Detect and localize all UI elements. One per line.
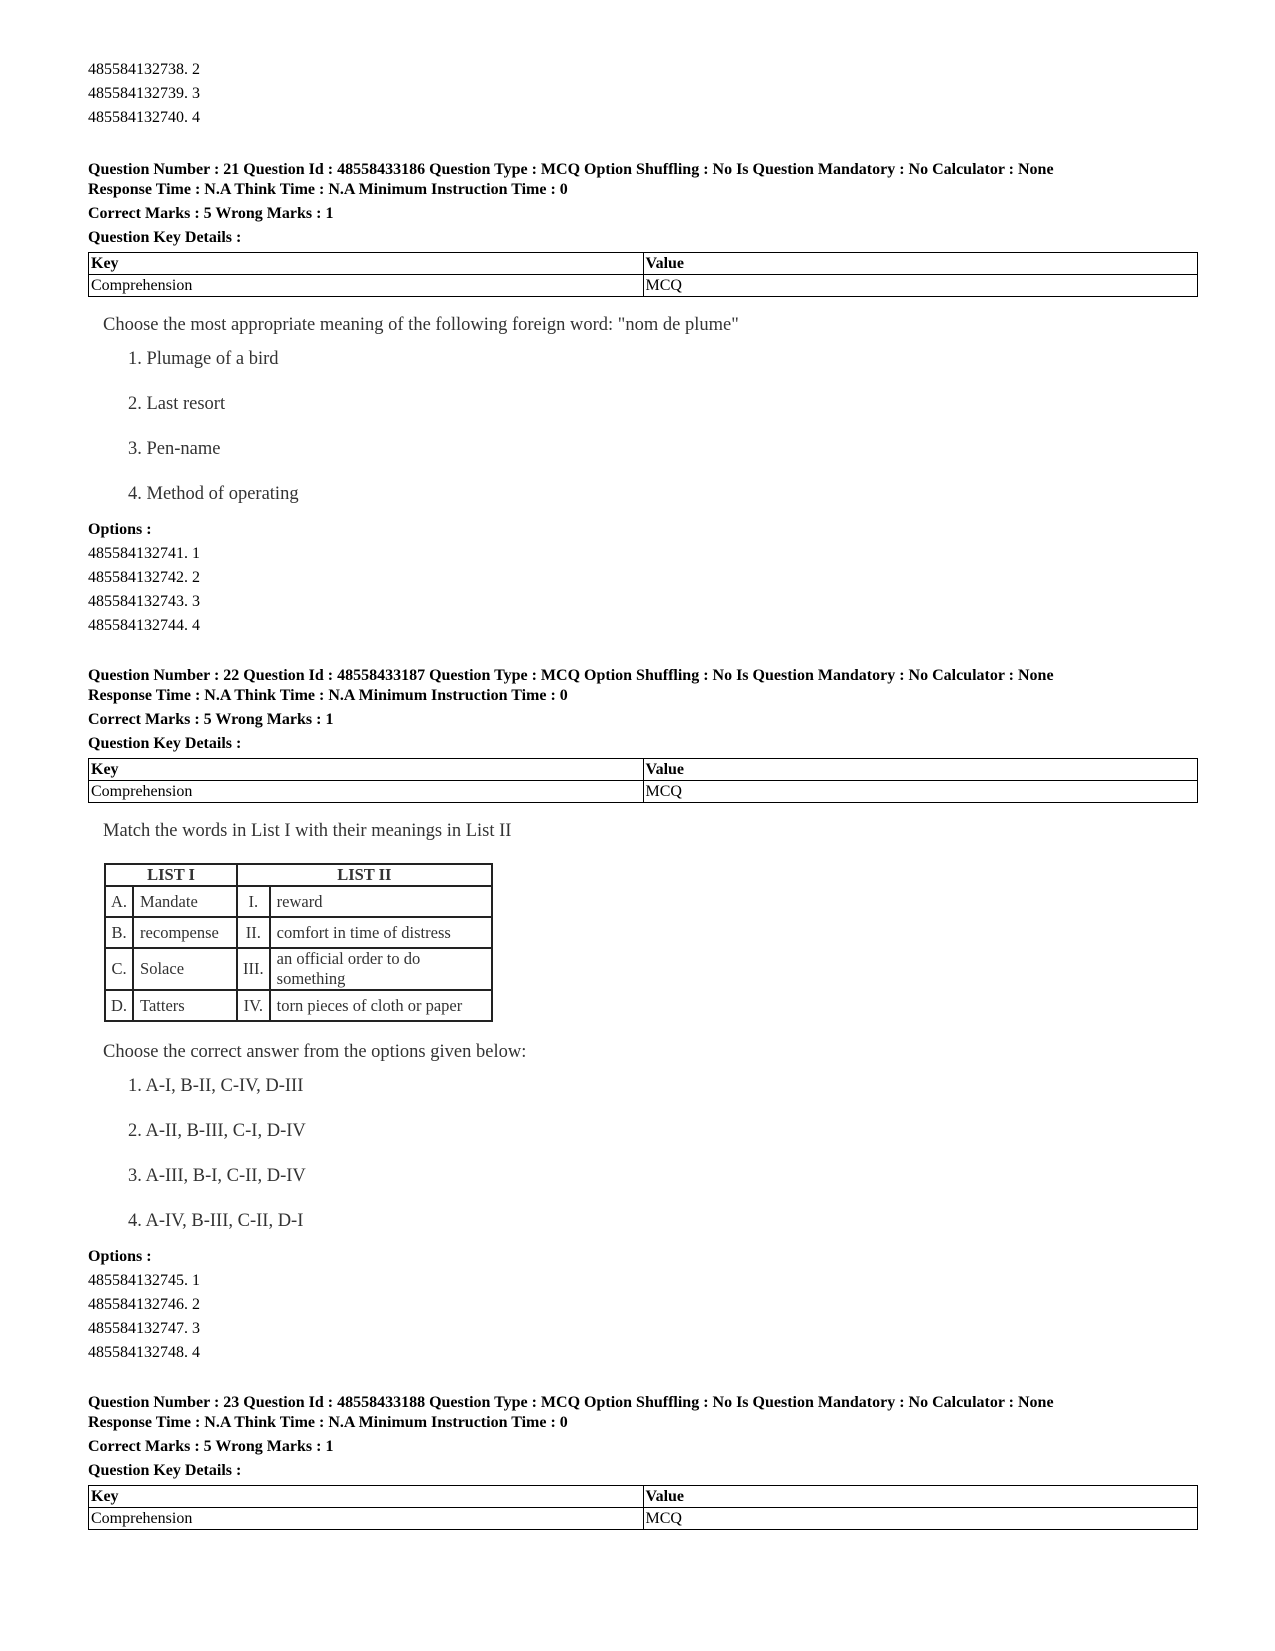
option-line: 485584132742. 2: [88, 569, 200, 586]
option-line: 485584132747. 3: [88, 1320, 200, 1337]
question-timing: Response Time : N.A Think Time : N.A Minimum Instruction Time : 0: [88, 181, 568, 198]
list2-meaning: torn pieces of cloth or paper: [270, 990, 492, 1021]
choice-item: 4. A-IV, B-III, C-II, D-I: [128, 1211, 304, 1231]
key-cell: Comprehension: [89, 781, 644, 803]
list2-numeral: IV.: [237, 990, 270, 1021]
question-marks: Correct Marks : 5 Wrong Marks : 1: [88, 1438, 334, 1455]
previous-options-list: [88, 58, 1198, 130]
list2-meaning: reward: [270, 886, 492, 917]
question-text: Match the words in List I with their meanings in List II: [103, 821, 512, 841]
value-header: Value: [643, 1486, 1198, 1508]
match-table: [104, 863, 493, 1022]
list1-word: recompense: [133, 917, 237, 948]
list1-letter: A.: [105, 886, 133, 917]
list1-word: Tatters: [133, 990, 237, 1021]
key-details-label: Question Key Details :: [88, 1462, 242, 1479]
match-row: [105, 948, 492, 990]
document-page: [88, 58, 1198, 1530]
question-marks: Correct Marks : 5 Wrong Marks : 1: [88, 205, 334, 222]
key-cell: Comprehension: [89, 1508, 644, 1530]
options-list: [88, 542, 1198, 638]
list2-numeral: III.: [237, 948, 270, 990]
key-cell: Comprehension: [89, 275, 644, 297]
match-row: [105, 990, 492, 1021]
key-details-table: [88, 1485, 1198, 1530]
question-21: [88, 160, 1198, 638]
choice-list: [88, 347, 1198, 506]
list1-word: Mandate: [133, 886, 237, 917]
question-marks: Correct Marks : 5 Wrong Marks : 1: [88, 711, 334, 728]
value-cell: MCQ: [643, 1508, 1198, 1530]
match-row: [105, 917, 492, 948]
option-line: 485584132744. 4: [88, 617, 200, 634]
choice-item: 1. Plumage of a bird: [128, 349, 279, 369]
list1-word: Solace: [133, 948, 237, 990]
question-header: Question Number : 23 Question Id : 48558433188 Question Type : MCQ Option Shuffling : No Is Question Mandatory : No Calculator : None: [88, 1394, 1054, 1411]
list1-letter: D.: [105, 990, 133, 1021]
question-22: [88, 666, 1198, 1365]
option-line: 485584132746. 2: [88, 1296, 200, 1313]
choice-item: 1. A-I, B-II, C-IV, D-III: [128, 1076, 304, 1096]
value-header: Value: [643, 253, 1198, 275]
choice-list: [88, 1074, 1198, 1233]
value-header: Value: [643, 759, 1198, 781]
list1-letter: B.: [105, 917, 133, 948]
option-line: 485584132738. 2: [88, 61, 200, 78]
choice-item: 2. A-II, B-III, C-I, D-IV: [128, 1121, 306, 1141]
list1-header: LIST I: [105, 864, 237, 886]
question-timing: Response Time : N.A Think Time : N.A Minimum Instruction Time : 0: [88, 687, 568, 704]
question-header: Question Number : 21 Question Id : 48558433186 Question Type : MCQ Option Shuffling : No Is Question Mandatory : No Calculator : None: [88, 161, 1054, 178]
option-line: 485584132740. 4: [88, 109, 200, 126]
option-line: 485584132741. 1: [88, 545, 200, 562]
options-list: [88, 1269, 1198, 1365]
question-timing: Response Time : N.A Think Time : N.A Minimum Instruction Time : 0: [88, 1414, 568, 1431]
choice-item: 3. Pen-name: [128, 439, 221, 459]
key-details-table: [88, 252, 1198, 297]
list2-meaning: an official order to do something: [270, 948, 492, 990]
question-23: [88, 1393, 1198, 1530]
key-details-label: Question Key Details :: [88, 229, 242, 246]
choice-item: 4. Method of operating: [128, 484, 299, 504]
match-row: [105, 886, 492, 917]
key-details-table: [88, 758, 1198, 803]
question-header: Question Number : 22 Question Id : 48558433187 Question Type : MCQ Option Shuffling : No Is Question Mandatory : No Calculator : None: [88, 667, 1054, 684]
key-header: Key: [89, 1486, 644, 1508]
list2-numeral: I.: [237, 886, 270, 917]
key-header: Key: [89, 759, 644, 781]
question-text: Choose the most appropriate meaning of the following foreign word: "nom de plume": [103, 315, 739, 335]
value-cell: MCQ: [643, 781, 1198, 803]
instruction-text: Choose the correct answer from the options given below:: [103, 1042, 527, 1062]
options-label: Options :: [88, 521, 152, 538]
value-cell: MCQ: [643, 275, 1198, 297]
option-line: 485584132748. 4: [88, 1344, 200, 1361]
option-line: 485584132743. 3: [88, 593, 200, 610]
key-header: Key: [89, 253, 644, 275]
list2-meaning: comfort in time of distress: [270, 917, 492, 948]
choice-item: 3. A-III, B-I, C-II, D-IV: [128, 1166, 306, 1186]
choice-item: 2. Last resort: [128, 394, 226, 414]
key-details-label: Question Key Details :: [88, 735, 242, 752]
list2-header: LIST II: [237, 864, 492, 886]
list2-numeral: II.: [237, 917, 270, 948]
option-line: 485584132739. 3: [88, 85, 200, 102]
list1-letter: C.: [105, 948, 133, 990]
option-line: 485584132745. 1: [88, 1272, 200, 1289]
options-label: Options :: [88, 1248, 152, 1265]
